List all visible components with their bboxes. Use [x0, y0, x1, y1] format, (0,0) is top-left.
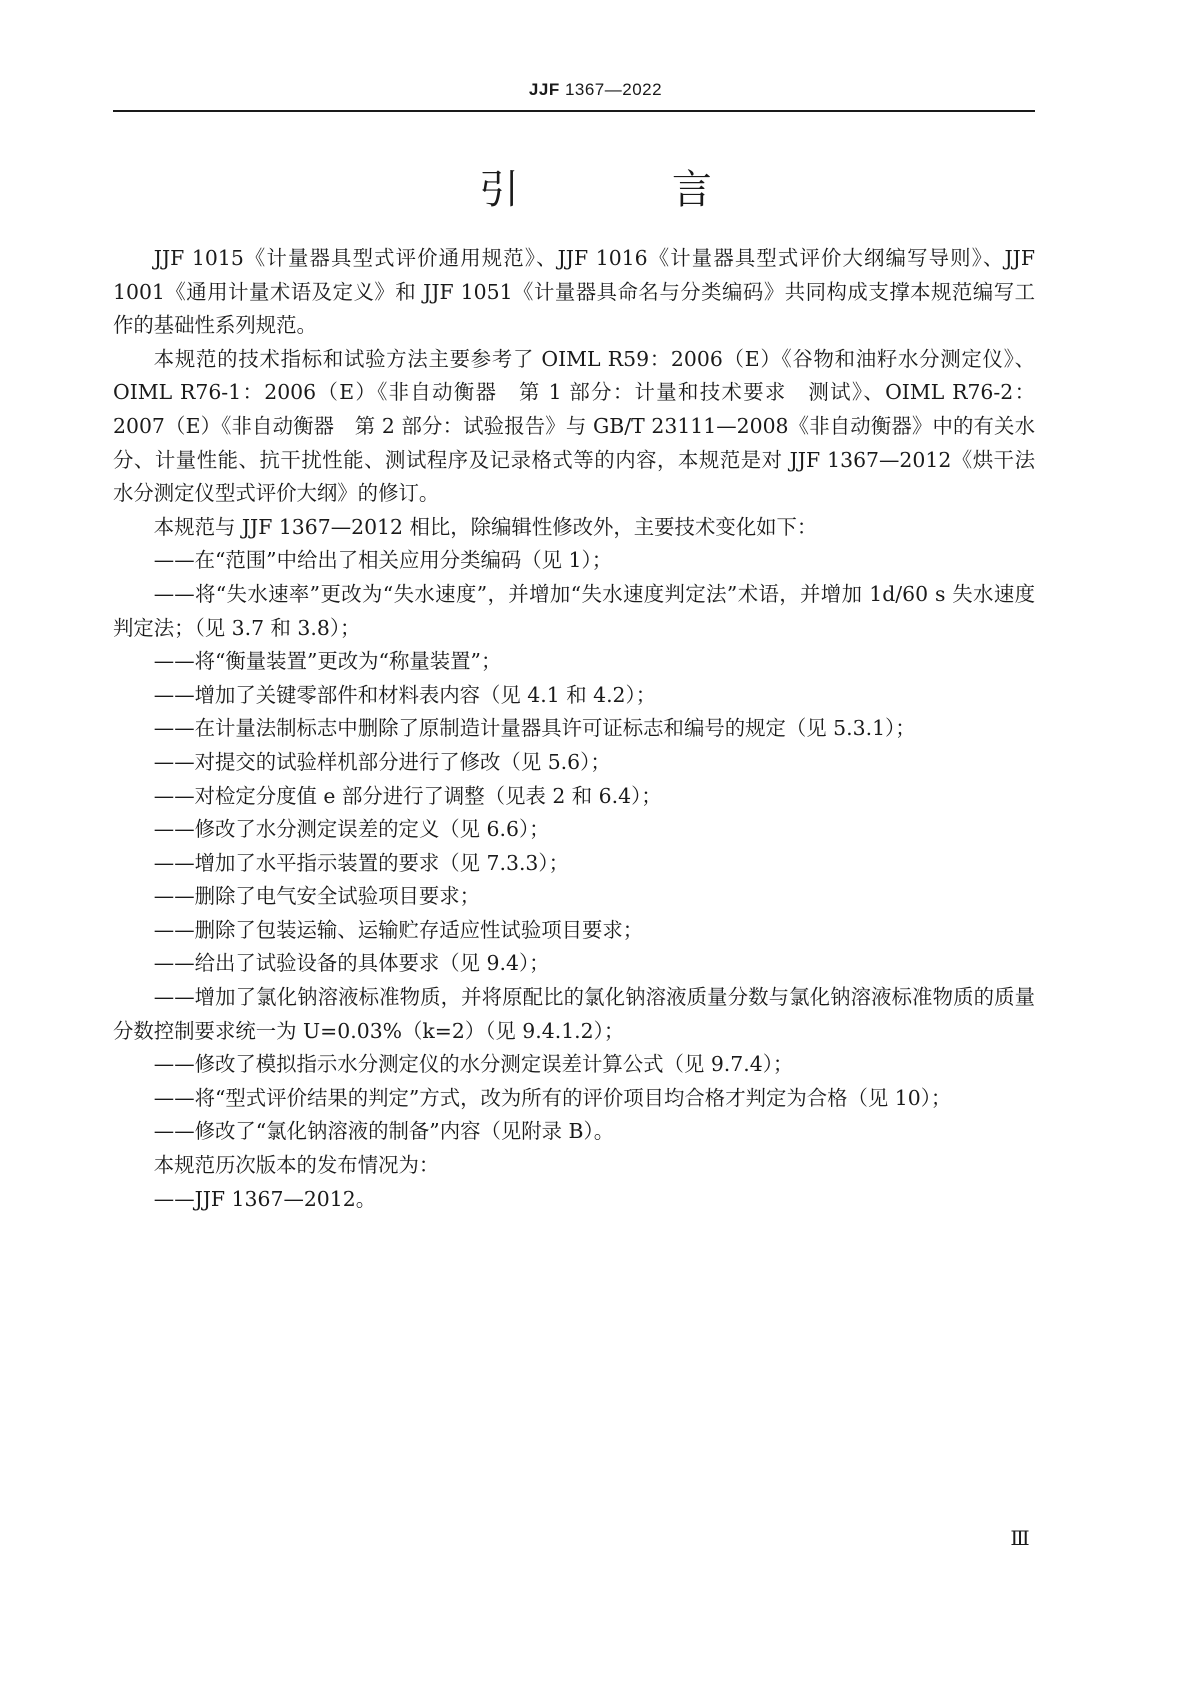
- paragraph-changes-intro: 本规范与 JJF 1367—2012 相比，除编辑性修改外，主要技术变化如下：: [153, 514, 818, 539]
- change-item: ——对检定分度值 e 部分进行了调整（见表 2 和 6.4）；: [153, 783, 662, 808]
- change-item: ——给出了试验设备的具体要求（见 9.4）；: [153, 951, 550, 976]
- document-code-number: 1367—2022: [564, 80, 663, 99]
- change-item: ——将“型式评价结果的判定”方式，改为所有的评价项目均合格才判定为合格（见 10）；: [153, 1085, 952, 1110]
- change-item: ——在“范围”中给出了相关应用分类编码（见 1）；: [153, 548, 613, 573]
- change-item: ——在计量法制标志中删除了原制造计量器具许可证标志和编号的规定（见 5.3.1）；: [153, 716, 916, 741]
- page-number: Ⅲ: [1010, 1526, 1030, 1550]
- page-title: 引 言: [479, 167, 782, 213]
- change-item: ——将“失水速率”更改为“失水速度”，并增加“失水速度判定法”术语，并增加 1d/60 s 失水速度判定法；（见 3.7 和 3.8）；: [113, 581, 1035, 640]
- change-item: ——修改了水分测定误差的定义（见 6.6）；: [153, 817, 550, 842]
- change-item: ——增加了氯化钠溶液标准物质，并将原配比的氯化钠溶液质量分数与氯化钠溶液标准物质的质量分数控制要求统一为 U=0.03%（k=2）（见 9.4.1.2）；: [113, 985, 1035, 1043]
- introduction-body: [113, 242, 1035, 1216]
- change-item: ——修改了“氯化钠溶液的制备”内容（见附录 B）。: [153, 1119, 615, 1144]
- change-item: ——对提交的试验样机部分进行了修改（见 5.6）；: [153, 749, 611, 774]
- change-item: ——将“衡量装置”更改为“称量装置”；: [153, 649, 502, 674]
- change-item: ——增加了水平指示装置的要求（见 7.3.3）；: [153, 850, 569, 875]
- header-divider: [113, 110, 1035, 112]
- paragraph-version-history-intro: 本规范历次版本的发布情况为：: [153, 1153, 440, 1178]
- change-item: ——修改了模拟指示水分测定仪的水分测定误差计算公式（见 9.7.4）；: [153, 1052, 794, 1077]
- document-code-prefix: JJF: [528, 80, 560, 99]
- version-history-item: ——JJF 1367—2012。: [153, 1186, 377, 1211]
- document-code-header: [0, 80, 1191, 100]
- paragraph-foundation-specs: JJF 1015《计量器具型式评价通用规范》、JJF 1016《计量器具型式评价大纲编写导则》、JJF 1001《通用计量术语及定义》和 JJF 1051《计量器具命名与分类编码》共同构成支撑本规范编写工作的基础性系列规范。: [113, 246, 1035, 338]
- change-item: ——删除了包装运输、运输贮存适应性试验项目要求；: [153, 917, 644, 942]
- change-item: ——增加了关键零部件和材料表内容（见 4.1 和 4.2）；: [153, 682, 657, 707]
- paragraph-references: 本规范的技术指标和试验方法主要参考了 OIML R59：2006（E）《谷物和油籽水分测定仪》、OIML R76-1：2006（E）《非自动衡器 第 1 部分：计量和技术要求 测试》、OIML R76-2：2007（E）《非自动衡器 第 2 部分：试验报告》与 GB/T 23111—2008《非自动衡器》中的有关水分、计量性能、抗干扰性能、测试程序及记录格式等的内容，本规范是对 JJF 1367—2012《烘干法水分测定仪型式评价大纲》的修订。: [113, 346, 1035, 506]
- change-item: ——删除了电气安全试验项目要求；: [153, 884, 481, 909]
